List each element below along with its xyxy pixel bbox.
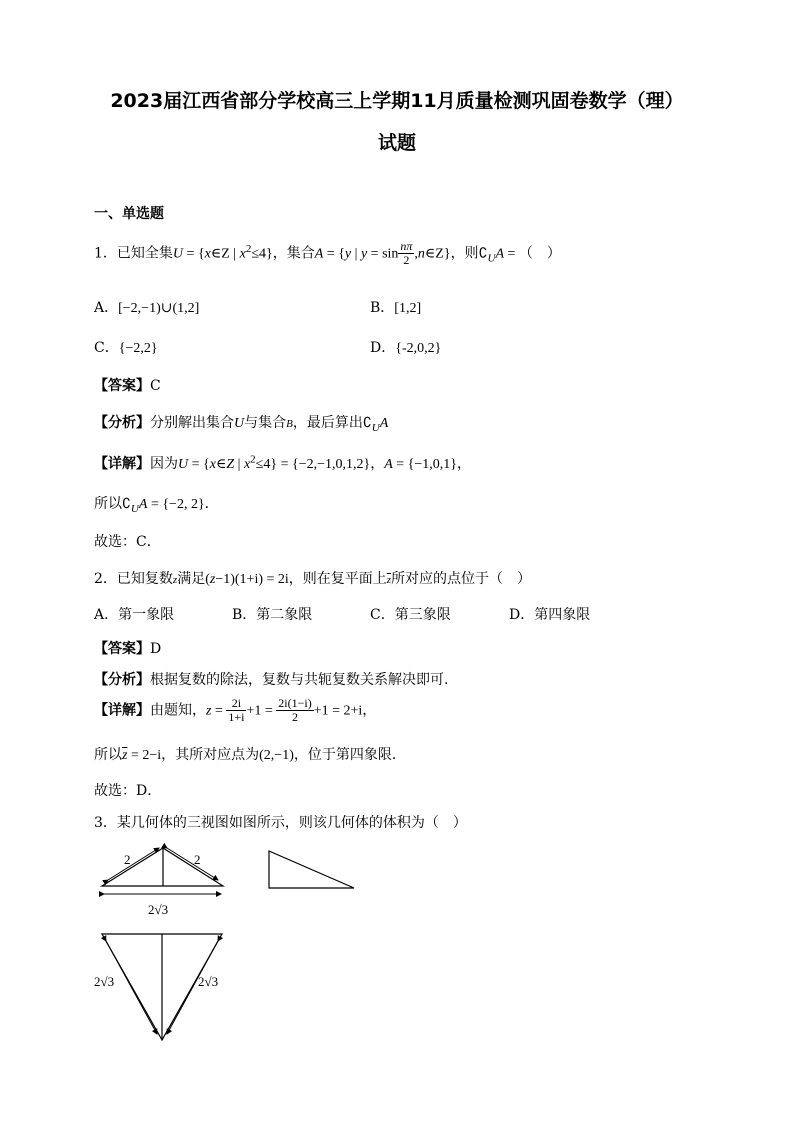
analysis-text: 根据复数的除法，复数与共轭复数关系解决即可. xyxy=(150,672,449,688)
q1-detail-conclusion: 所以$∁_UA = \{-2$, 2}． xyxy=(94,496,219,515)
front-label-base: 2√3 xyxy=(148,902,169,917)
q1-stem: 1．已知全集U = {x∈Z | $x^2\le 4$}，集合A = {y | y = sin $\frac{n\pi}{2}$ ,n∈Z}，则$∁_UA$ = （ ） xyxy=(94,239,561,267)
q2-stem-text2: 满足 xyxy=(177,571,206,587)
q1-option-c-label: C． xyxy=(94,340,119,356)
q2-option-c[interactable]: C．第三象限 xyxy=(370,607,451,623)
q1-option-b[interactable] xyxy=(370,297,421,317)
side-view-figure xyxy=(266,848,358,892)
q2-stem-text4: 所对应的点位于（ ） xyxy=(391,571,532,587)
q1-option-d-label: D． xyxy=(370,340,396,356)
detail-tag: 【详解】 xyxy=(94,456,150,472)
q2-option-b[interactable]: B．第二象限 xyxy=(232,607,313,623)
q1-option-d[interactable] xyxy=(370,337,441,357)
q1-option-a[interactable] xyxy=(94,297,199,317)
top-view-figure xyxy=(92,928,232,1048)
section-heading: 一、单选题 xyxy=(94,206,164,222)
detail-text2: 所以 xyxy=(94,747,122,763)
q1-option-b-text: [1,2] xyxy=(394,301,422,316)
q1-stem-text: 1．已知全集 xyxy=(94,245,173,262)
analysis-text: 分别解出集合 xyxy=(150,415,234,431)
front-label-right: 2 xyxy=(194,852,201,867)
front-label-left: 2 xyxy=(124,852,131,867)
side-triangle xyxy=(269,851,354,888)
q2-option-a[interactable]: A．第一象限 xyxy=(94,607,175,623)
q1-option-d-text: {-2,0,2} xyxy=(395,341,442,356)
answer-tag: 【答案】 xyxy=(94,378,150,394)
top-label-left: 2√3 xyxy=(94,974,115,989)
q2-detail: 【详解】由题知，z = $\frac{2i}{1+i}$ +1 = $\frac{2i(1-i)}{2}$ +1 = 2+i， xyxy=(94,696,377,724)
detail-text: 因为 xyxy=(150,456,178,472)
q1-option-c-text: {−2,2} xyxy=(118,341,158,356)
detail-text2: 所以 xyxy=(94,496,122,512)
q1-choose: 故选：C． xyxy=(94,534,161,550)
doc-title-line1: 2023届江西省部分学校高三上学期11月质量检测巩固卷数学（理） xyxy=(110,90,684,112)
front-dim-right xyxy=(167,848,218,880)
front-view-figure xyxy=(96,842,226,922)
q1-option-b-label: B． xyxy=(370,300,395,316)
q1-analysis: 【分析】分别解出集合U与集合B，最后算出$∁_UA$ xyxy=(94,415,389,434)
q2-analysis xyxy=(94,669,448,689)
q2-choose: 故选：D． xyxy=(94,783,162,799)
q1-option-a-text: [−2,−1)∪(1,2] xyxy=(118,301,200,316)
q1-option-c[interactable] xyxy=(94,337,158,357)
q2-detail-conclusion: 所以$\overline{z} = 2-i$，其所对应点为(2,−1)，位于第四象限． xyxy=(94,747,406,763)
q1-stem-text3: ，则 xyxy=(450,245,479,262)
q3-stem: 3．某几何体的三视图如图所示，则该几何体的体积为（ ） xyxy=(94,815,467,831)
detail-text: 由题知， xyxy=(150,702,206,719)
analysis-text2: 与集合 xyxy=(244,415,287,431)
analysis-tag: 【分析】 xyxy=(94,672,150,688)
detail-text3: ，其所对应点为 xyxy=(161,747,260,763)
answer-value: D xyxy=(150,641,162,657)
q2-stem-text: 2．已知复数 xyxy=(94,571,173,587)
detail-tag: 【详解】 xyxy=(94,702,150,719)
analysis-tag: 【分析】 xyxy=(94,415,150,431)
q2-stem-text3: ，则在复平面上 xyxy=(288,571,387,587)
q2-option-d[interactable]: D．第四象限 xyxy=(509,607,591,623)
q1-stem-text2: ，集合 xyxy=(272,245,315,262)
doc-title-line2: 试题 xyxy=(377,132,416,154)
answer-tag: 【答案】 xyxy=(94,641,150,657)
q1-stem-text4: （ ） xyxy=(518,245,561,262)
analysis-text3: ，最后算出 xyxy=(292,415,363,431)
q2-stem: 2．已知复数z满足(z−1)(1+i) = 2i，则在复平面上$\overline{z}$所对应的点位于（ ） xyxy=(94,571,532,587)
top-label-right: 2√3 xyxy=(198,974,219,989)
front-dim-left xyxy=(108,848,159,880)
q2-answer xyxy=(94,638,161,658)
detail-text4: ，位于第四象限． xyxy=(293,747,406,763)
answer-value: C xyxy=(150,378,161,394)
q1-option-a-label: A． xyxy=(94,300,119,316)
q1-answer xyxy=(94,375,161,395)
q1-detail: 【详解】因为U = {x∈Z | $x^2\le 4\} = \{-2,-1,0,1,2\}$，A = {−1,0,1}， xyxy=(94,453,471,472)
